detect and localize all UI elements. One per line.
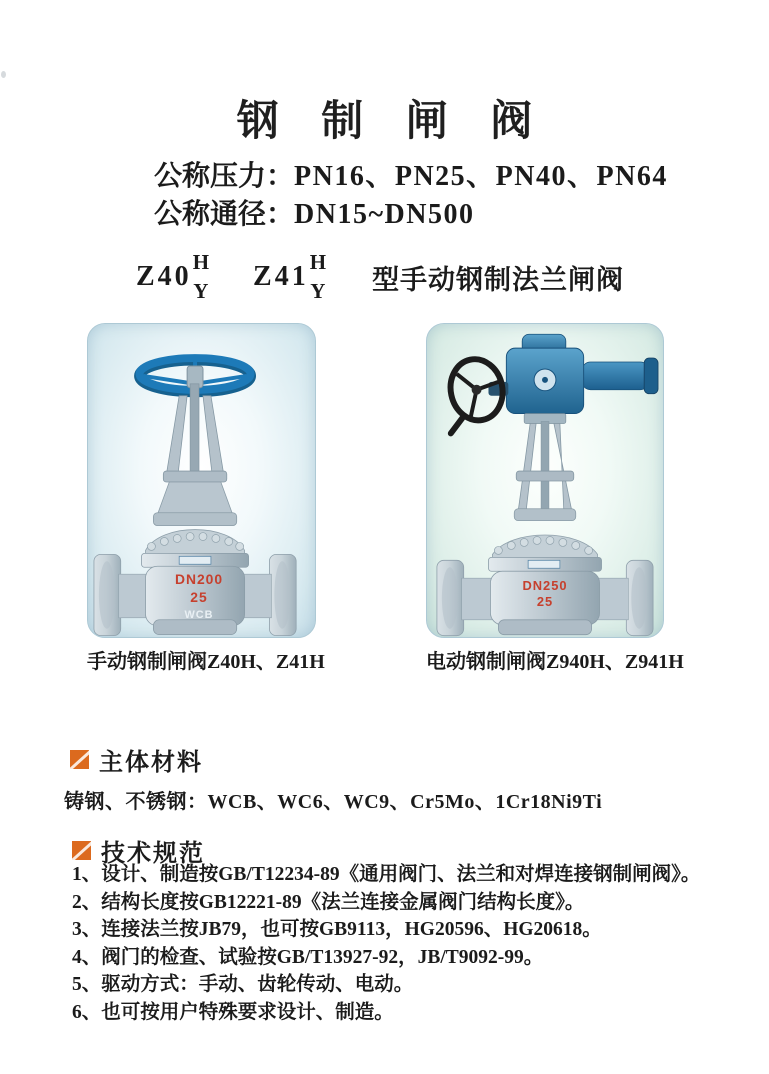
nominal-diameter-value: DN15~DN500 bbox=[294, 199, 475, 230]
tech-specs-heading-text: 技术规范 bbox=[101, 841, 205, 867]
nominal-pressure-line bbox=[154, 154, 668, 194]
manual-valve-figure bbox=[87, 323, 316, 638]
tech-spec-item: 6、也可按用户特殊要求设计、制造。 bbox=[72, 1001, 394, 1023]
nominal-diameter-label: 公称通径： bbox=[154, 199, 295, 230]
nominal-pressure-label: 公称压力： bbox=[154, 161, 295, 192]
valve-marking-dn: DN250 bbox=[522, 578, 568, 594]
scan-artifact bbox=[1, 71, 6, 78]
electric-actuator bbox=[488, 334, 658, 413]
valve-yoke bbox=[153, 384, 236, 526]
electric-valve-image bbox=[427, 324, 663, 637]
manual-valve-image bbox=[88, 324, 315, 637]
model-variant-stack bbox=[310, 252, 326, 302]
model-variant-top: H bbox=[192, 250, 210, 274]
tech-spec-item: 1、设计、制造按GB/T12234-89《通用阀门、法兰和对焊连接钢制闸阀》。 bbox=[72, 864, 701, 885]
valve-marking-pn: 25 bbox=[536, 593, 554, 609]
model-base-z40: Z40 bbox=[136, 261, 192, 292]
valve-marking-pn: 25 bbox=[190, 588, 208, 605]
tech-spec-item: 2、结构长度按GB12221-89《法兰连接金属阀门结构长度》。 bbox=[72, 891, 585, 913]
model-base-z41: Z41 bbox=[253, 261, 309, 292]
tech-spec-item: 5、驱动方式：手动、齿轮传动、电动。 bbox=[72, 974, 414, 995]
nominal-diameter-line bbox=[154, 192, 474, 232]
valve-bonnet bbox=[488, 535, 601, 571]
model-variant-bottom: Y bbox=[310, 279, 326, 303]
valve-bonnet bbox=[142, 530, 249, 568]
model-designation-line bbox=[136, 248, 624, 306]
model-variant-bottom: Y bbox=[193, 279, 209, 303]
tech-spec-item: 4、阀门的检查、试验按GB/T13927-92，JB/T9092-99。 bbox=[72, 946, 544, 968]
manual-valve-caption: 手动钢制闸阀Z40H、Z41H bbox=[87, 651, 325, 673]
materials-section-heading bbox=[70, 742, 203, 777]
electric-valve-figure bbox=[426, 323, 664, 638]
materials-heading-text: 主体材料 bbox=[99, 750, 203, 776]
valve-marking-dn: DN200 bbox=[174, 571, 224, 588]
materials-body-text: 铸钢、不锈钢：WCB、WC6、WC9、Cr5Mo、1Cr18Ni9Ti bbox=[64, 791, 603, 813]
model-variant-stack bbox=[193, 252, 209, 302]
tech-spec-item: 3、连接法兰按JB79，也可按GB9113，HG20596、HG20618。 bbox=[72, 919, 602, 940]
section-marker-icon bbox=[70, 750, 89, 769]
model-variant-top: H bbox=[309, 250, 327, 274]
valve-marking-material: WCB bbox=[184, 608, 214, 621]
valve-yoke bbox=[514, 414, 575, 521]
electric-valve-caption: 电动钢制闸阀Z940H、Z941H bbox=[426, 651, 684, 673]
nominal-pressure-value: PN16、PN25、PN40、PN64 bbox=[294, 161, 668, 192]
model-description: 型手动钢制法兰闸阀 bbox=[372, 264, 625, 295]
section-marker-icon bbox=[72, 841, 91, 860]
tech-specs-list bbox=[72, 861, 762, 1026]
page-title: 钢 制 闸 阀 bbox=[236, 99, 549, 145]
